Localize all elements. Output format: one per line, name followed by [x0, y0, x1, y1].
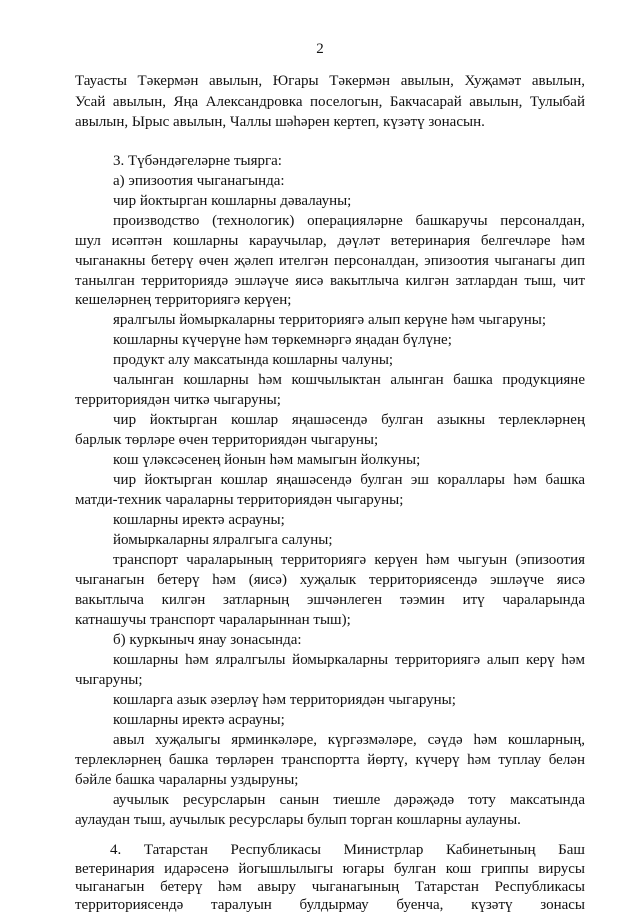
text-line: кошларга азык әзерләү һәм территориядән чыгаруны;	[113, 692, 456, 708]
text-line: чалынган кошларны һәм кошчылыктан алынган башка продукцияне	[113, 372, 585, 388]
text-line: чир йоктырган кошлар яңашәсендә булган эш кораллары һәм башка	[113, 472, 585, 488]
text-line: продукт алу максатында кошларны чалуны;	[113, 352, 394, 368]
subsection-heading: б) куркыныч янау зонасында:	[113, 632, 302, 648]
text-line: кешеләрнең территориягә керүен;	[75, 292, 292, 308]
text-line: ветеринария идарәсенә йогышлылыгы югары булган кош гриппы вирусы	[75, 861, 585, 877]
text-line: производство (технологик) операцияләрне башкаручы персоналдан,	[113, 213, 585, 229]
text-line: чыгаруны;	[75, 672, 143, 688]
text-line: авыл хуҗалыгы ярминкәләре, күргәзмәләре, сәүдә һәм кошларның,	[113, 732, 585, 748]
text-line: шул исәптән кошларны караучылар, дәүләт ветеринария белгечләре һәм	[75, 233, 585, 249]
subsection-heading: а) эпизоотия чыганагында:	[113, 173, 285, 189]
text-line: чыганакны бетерү өчен җәлеп ителгән персоналдан, эпизоотия чыганагы дип	[75, 253, 585, 269]
text-line: кош үләксәсенең йонын һәм мамыгын йолкуны;	[113, 452, 421, 468]
text-line: территориядән читкә чыгаруны;	[75, 392, 281, 408]
text-line: матди-техник чараларны территориядән чыгаруны;	[75, 492, 404, 508]
text-line: аулаудан тыш, аучылык ресурслары булып торган кошларны аулауны.	[75, 812, 521, 828]
text-line: Усай авылын, Яңа Александровка поселогын, Бакчасарай авылын, Тулыбай	[75, 94, 585, 110]
text-line: кошларны иректә асрауны;	[113, 512, 285, 528]
section-heading: 3. Түбәндәгеләрне тыярга:	[113, 153, 282, 169]
text-line: чир йоктырган кошлар яңашәсендә булган азыкны терлекләрнең	[113, 412, 585, 428]
text-line: терлекләрнең башка төрләрен транспортта йөртү, күчерү һәм туплау белән	[75, 752, 585, 768]
text-line: кошларны һәм ялралгылы йомыркаларны территориягә алып керү һәм	[113, 652, 585, 668]
text-line: транспорт чараларының территориягә керүен һәм чыгуын (эпизоотия	[113, 552, 585, 568]
text-line: яралгылы йомыркаларны территориягә алып керүне һәм чыгаруны;	[113, 312, 547, 328]
text-line: чир йоктырган кошларны дәвалауны;	[113, 193, 352, 209]
text-line: бәйле башка чараларны уздыруны;	[75, 772, 299, 788]
text-line: Тауасты Тәкермән авылын, Югары Тәкермән авылын, Хуҗамәт авылын,	[75, 73, 585, 89]
text-line: катнашучы транспорт чараларыннан тыш);	[75, 612, 351, 628]
text-line: барлык төрләре өчен территориядән чыгаруны;	[75, 432, 379, 448]
text-line: йомыркаларны ялралгыга салуны;	[113, 532, 333, 548]
section-heading: 4. Татарстан Республикасы Министрлар Кабинетының Баш	[110, 842, 585, 858]
text-line: территориясендә таралуын булдырмау буенча, күзәтү зонасы	[75, 897, 585, 913]
text-line: кошларны күчерүне һәм төркемнәргә яңадан бүлүне;	[113, 332, 452, 348]
page-number: 2	[316, 41, 324, 57]
text-line: кошларны иректә асрауны;	[113, 712, 285, 728]
text-line: чыганагын бетерү һәм авыру чыганагының Татарстан Республикасы	[75, 879, 585, 895]
text-line: чыганагын бетерү һәм (яисә) хуҗалык территориясендә эшләүче яисә	[75, 572, 585, 588]
text-line: авылын, Ырыс авылын, Чаллы шәһәрен кертеп, күзәтү зонасын.	[75, 114, 485, 130]
text-line: вакытлыча килгән затларның эшчәнлеген тәэмин итү чараларында	[75, 592, 585, 608]
text-line: танылган территориядә эшләүче яисә вакытлыча килгән затлардан тыш, чит	[75, 273, 585, 289]
text-line: аучылык ресурсларын санын тиешле дәрәҗәдә тоту максатында	[113, 792, 585, 808]
